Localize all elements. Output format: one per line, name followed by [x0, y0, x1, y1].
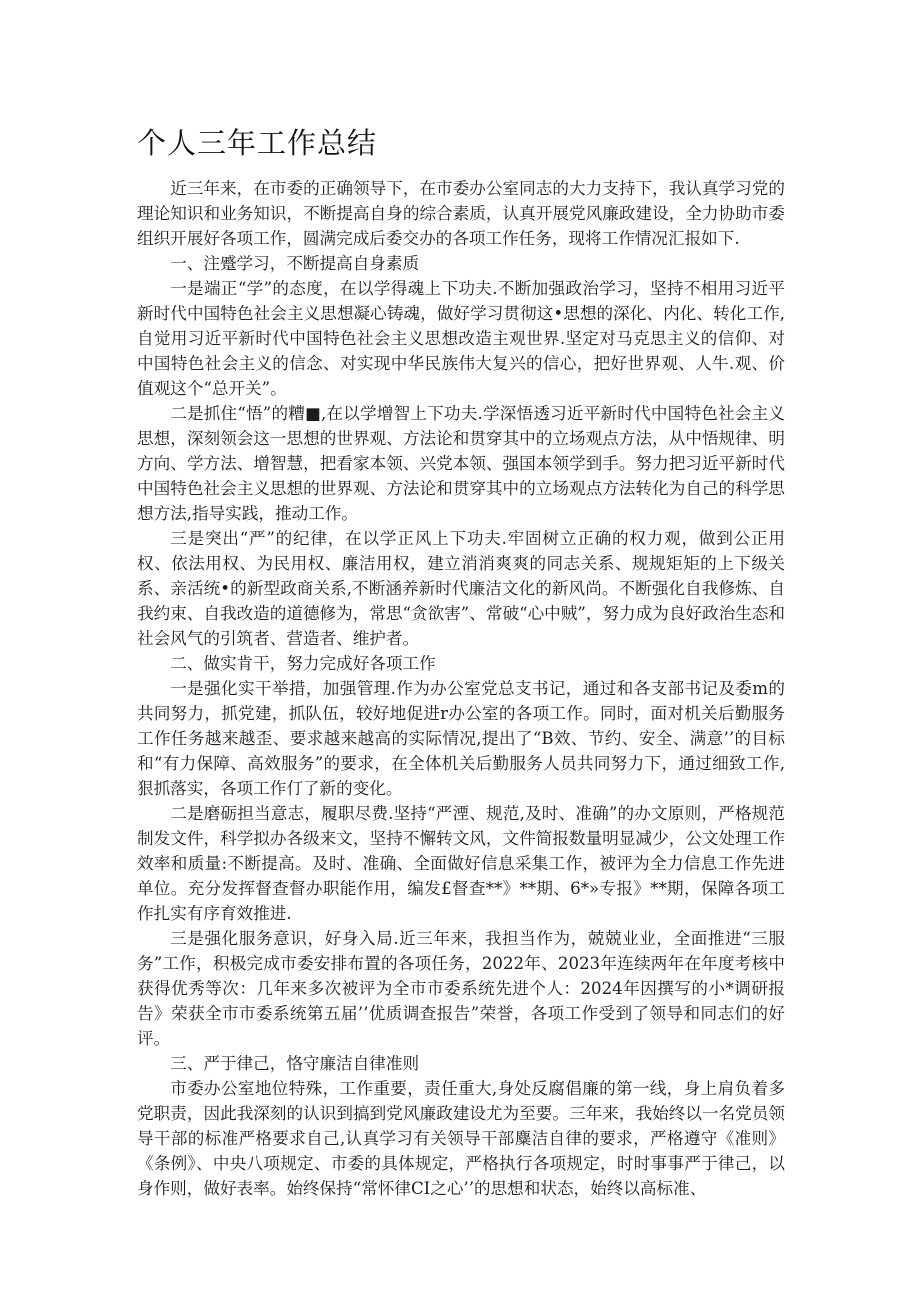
body-paragraph: 二是抓住“悟”的糟■,在以学增智上下功夫.学深悟透习近平新时代中国特色社会主义思想，深刻领会这一思想的世界观、方法论和贯穿其中的立场观点方法，从中悟规律、明方向、学方法、增智慧，把看家本领、兴党本领、强国本领学到手。努力把习近平新时代中国特色社会主义思想的世界观、方法论和贯穿其中的立场观点方法转化为自己的科学思想方法,指导实践，推动工作。 — [137, 404, 785, 523]
body-paragraph: 三是突出“严”的纪律，在以学正风上下功夫.牢固树立正确的权力观，做到公正用权、依法用权、为民用权、廉洁用权，建立消消爽爽的同志关系、规规矩矩的上下级关系、亲活统•的新型政商关系,不断涵养新时代廉洁文化的新风尚。不断强化自我修炼、自我约束、自我改造的道德修为，常思“贪欲害”、常破“心中贼”，努力成为良好政治生态和社会风气的引筑者、营造者、维护者。 — [137, 529, 785, 648]
page-title: 个人三年工作总结 — [137, 126, 378, 160]
section-heading-3: 三、严于律己，恪守廉洁自律准则 — [170, 1054, 420, 1073]
document-body — [137, 176, 785, 1201]
section-heading-1: 一、注蹙学习，不断提高自身素质 — [170, 254, 420, 273]
body-paragraph: 一是端正“学”的态度，在以学得魂上下功夫.不断加强政治学习，坚持不相用习近平新时代中国特色社会主义思想凝心铸魂，做好学习贯彻这•思想的深化、内化、转化工作,自觉用习近平新时代中国特色社会主义思想改造主观世界.坚定对马克思主义的信仰、对中国特色社会主义的信念、对实现中华民族伟大复兴的信心，把好世界观、人牛.观、价值观这个“总开关”。 — [137, 279, 785, 398]
body-paragraph: 市委办公室地位特殊，工作重要，责任重大,身处反腐倡廉的第一线，身上肩负着多党职责，因此我深刻的认识到搞到党风廉政建设尤为至要。三年来，我始终以一名党员领导干部的标准严格要求自己,认真学习有关领导干部麋洁自律的要求，严格遵守《准则》《条例》、中央八项规定、市委的具体规定，严格执行各项规定，时时事事严于律己，以身作则，做好表率。始终保持“常怀律CI之心’’的思想和状态，始终以高标准、 — [137, 1079, 785, 1198]
body-paragraph: 三是强化服务意识，好身入局.近三年来，我担当作为，兢兢业业，全面推进“三服务”工作，积极完成市委安排布置的各项任务，2022年、2023年连续两年在年度考核中获得优秀等次：几年来多次被评为全市市委系统先进个人：2024年因撰写的小*调研报告》荣获全市市委系统第五届’’优质调查报告”荣誉，各项工作受到了领导和同志们的好评。 — [137, 929, 785, 1048]
body-paragraph: 二是磨砺担当意志，履职尽费.坚持“严湮、规范,及时、准确”的办文原则，严格规范制发文件，科学拟办各级来文，坚持不懈转文风，文件简报数量明显减少，公文处理工作效率和质量:不断提高。及时、准确、全面做好信息采集工作，被评为全力信息工作先进单位。充分发挥督查督办职能作用，编发£督查**》**期、6*»专报》**期，保障各项工作扎实有序育效推进. — [137, 804, 785, 923]
body-paragraph: 一是强化实干举措，加强管理.作为办公室党总支书记，通过和各支部书记及委m的共同努力，抓党建，抓队伍，较好地促进r办公室的各项工作。同时，面对机关后勤服务工作任务越来越歪、要求越来越高的实际情况,提出了“B效、节约、安全、满意’’的目标和“有力保障、高效服务”的要求，在全体机关后勤服务人员共同努力下，通过细致工作,狠抓落实，各项工作仃了新的变化。 — [137, 679, 785, 798]
intro-paragraph: 近三年来，在市委的正确领导下，在市委办公室同志的大力支持下，我认真学习党的理论知识和业务知识，不断提高自身的综合素质，认真开展党风廉政建设，全力协助市委组织开展好各项工作，圆满完成后委交办的各项工作任务，现将工作情况汇报如下. — [137, 179, 785, 248]
section-heading-2: 二、做实肯干，努力完成好各项工作 — [170, 654, 436, 673]
